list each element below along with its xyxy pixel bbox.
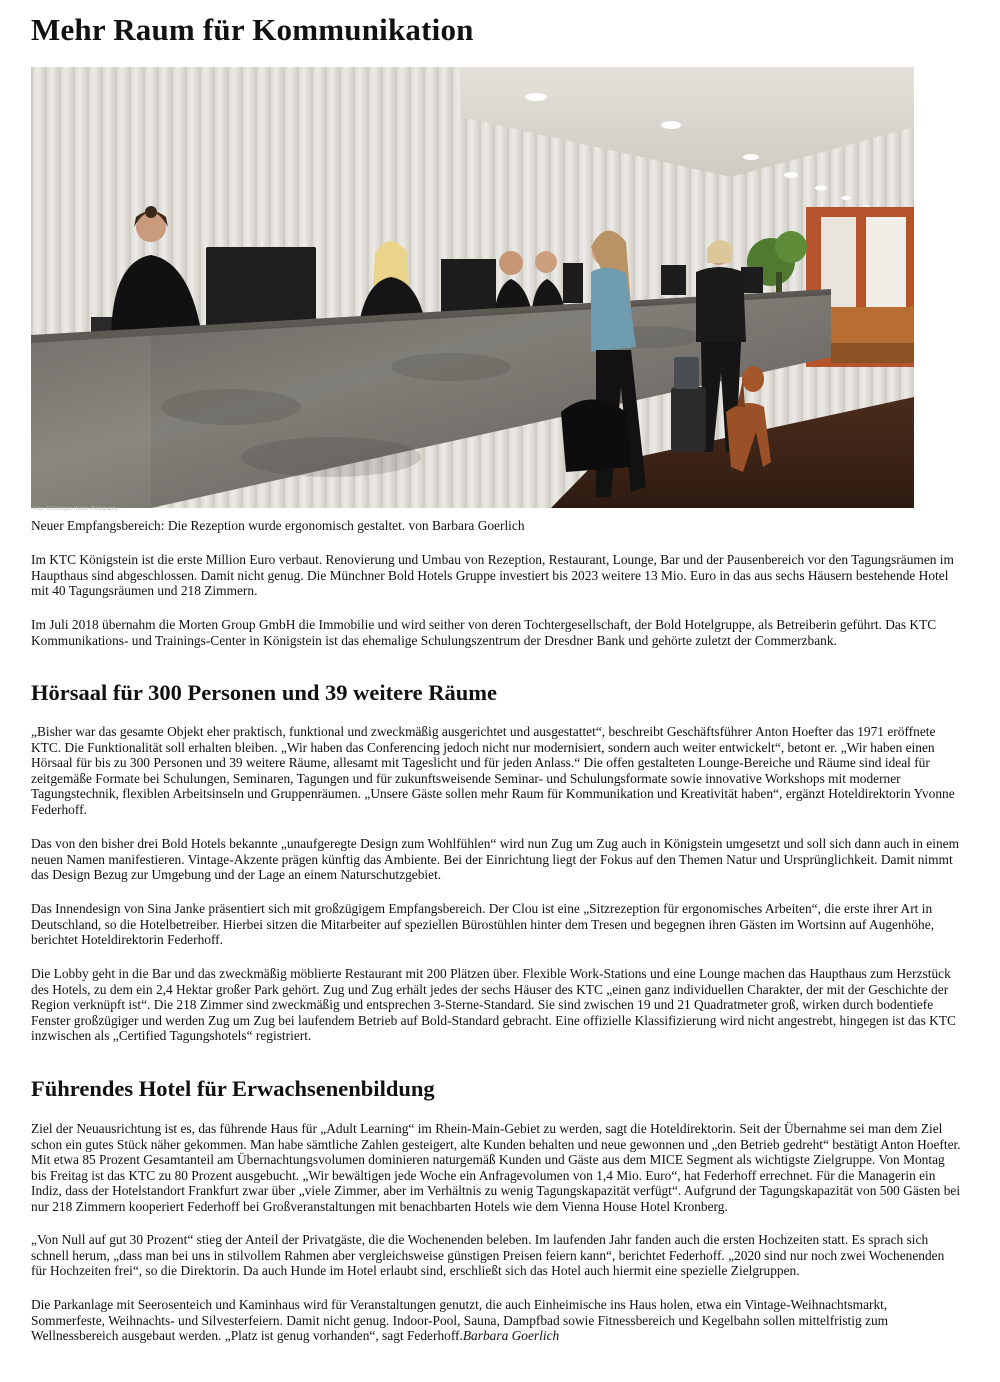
section1-paragraph-3: Das Innendesign von Sina Janke präsentiert sich mit großzügigem Empfangsbereich. Der Clou ist eine „Sitzrezeption für ergonomisches Arbeiten“, die erste ihrer Art in Deutschland, so die Hotelbetreiber. Hierbei sitzen die Mitarbeiter auf speziellen Bürostühlen hinter dem Tresen und begegnen ihren Gästen im Wortsinn auf Augenhöhe, berichtet Hoteldirektorin Federhoff. [31,901,935,948]
article-title: Mehr Raum für Kommunikation [31,12,474,47]
photo-caption: Neuer Empfangsbereich: Die Rezeption wurde ergonomisch gestaltet. von Barbara Goerlich [31,518,525,533]
section-heading-1: Hörsaal für 300 Personen und 39 weitere Räume [31,680,498,705]
section2-paragraph-3-text: Die Parkanlage mit Seerosenteich und Kaminhaus wird für Veranstaltungen genutzt, die auch Einheimische ins Haus holen, etwa ein Vintage-Weihnachtsmarkt, Sommerfeste, Weihnachts- und Silvesterfeiern. Damit nicht genug. Indoor-Pool, Sauna, Dampfbad sowie Fitnessbereich und Kegelbahn sollen mittelfristig zum Wellnessbereich ausgebaut werden. „Platz ist genug vorhanden“, sagt Federhoff. [31,1297,889,1344]
section2-paragraph-3 [31,1297,961,1344]
reception-photo-illustration [31,67,914,508]
section2-paragraph-1: Ziel der Neuausrichtung ist es, das führende Haus für „Adult Learning“ im Rhein-Main-Gebiet zu werden, sagt die Hoteldirektorin. Seit der Übernahme sei man dem Ziel schon ein gutes Stück näher gekommen. Man habe sämtliche Zahlen gesteigert, alte Kunden behalten und neue gewonnen und „den Betrieb gedreht“ bestätigt Anton Hoefter. Mit etwa 85 Prozent Gesamtanteil am Übernachtungsvolumen dominieren naturgemäß Kunden und Gäste aus dem MICE Segment als wichtigste Zielgruppe. Von Montag bis Freitag ist das KTC zu 80 Prozent ausgebucht. „Wir bewältigen jede Woche ein Anfragevolumen von 1,4 Mio. Euro“, hat Federhoff errechnet. Für die Managerin ein Indiz, dass der Hotelstandort Frankfurt zwar über „viele Zimmer, aber im Verhältnis zu wenig Tagungskapazität verfügt“. Aufgrund der Tagungskapazität von 500 Gästen bei nur 218 Zimmern kooperiert Federhoff bei Großveranstaltungen mit benachbarten Hotels wie dem Vienna House Hotel Kronberg. [31,1121,961,1214]
section1-paragraph-4: Die Lobby geht in die Bar und das zweckmäßig möblierte Restaurant mit 200 Plätzen über. Flexible Work-Stations und eine Lounge machen das Haupthaus zum Herzstück des Hotels, zu dem ein 2,4 Hektar großer Park gehört. Zug und Zug erhält jedes der sechs Häuser des KTC „einen ganz individuellen Charakter, der mit der Geschichte der Region verknüpft ist“. Die 218 Zimmer sind zweckmäßig und entsprechen 3-Sterne-Standard. Sie sind zwischen 19 und 21 Quadratmeter groß, wirken durch bodentiefe Fenster großzügiger und werden Zug um Zug bei laufendem Betrieb auf Bold-Standard gebracht. Eine offizielle Klassifizierung wird nicht angestrebt, hingegen ist das KTC inzwischen als „Certified Tagungshotels“ registriert. [31,966,956,1044]
author-signature: Barbara Goerlich [462,1328,560,1344]
photo-credit: Foto: KTC/Jürgen Holzer Photography [33,506,119,512]
section1-paragraph-1: „Bisher war das gesamte Objekt eher praktisch, funktional und zweckmäßig ausgerichtet und ausgestattet“, beschreibt Geschäftsführer Anton Hoefter das 1971 eröffnete KTC. Die Funktionalität soll erhalten bleiben. „Wir haben das Conferencing jedoch nicht nur modernisiert, sondern auch weiter entwickelt“, betont er. „Wir haben einen Hörsaal für bis zu 300 Personen und 39 weitere Räume, allesamt mit Tageslicht und für jeden Anlass.“ Die offen gestalteten Lounge-Bereiche und Räume sind ideal für zeitgemäße Formate bei Schulungen, Seminaren, Tagungen und für zukunftsweisende Seminar- und Schulungsformate sowie innovative Workshops mit moderner Tagungstechnik, flexiblen Arbeitsinseln und Gruppenräumen. „Unsere Gäste sollen mehr Raum für Kommunikation und Kreativität haben“, ergänzt Hoteldirektorin Yvonne Federhoff. [31,724,955,817]
section-heading-2: Führendes Hotel für Erwachsenenbildung [31,1076,435,1101]
section1-paragraph-2: Das von den bisher drei Bold Hotels bekannte „unaufgeregte Design zum Wohlfühlen“ wird nun Zug um Zug auch in Königstein umgesetzt und soll sich dann auch in einem neuen Namen manifestieren. Vintage-Akzente prägen künftig das Ambiente. Bei der Einrichtung liegt der Fokus auf den Themen Natur und Ursprünglichkeit. Damit nimmt das Design Bezug zur Umgebung und der Lage an einem Naturschutzgebiet. [31,836,959,883]
intro-paragraph-1: Im KTC Königstein ist die erste Million Euro verbaut. Renovierung und Umbau von Rezeption, Restaurant, Lounge, Bar und der Pausenbereich vor den Tagungsräumen im Haupthaus sind abgeschlossen. Damit nicht genug. Die Münchner Bold Hotels Gruppe investiert bis 2023 weitere 13 Mio. Euro in das aus sechs Häusern bestehende Hotel mit 40 Tagungsräumen und 218 Zimmern. [31,552,954,599]
section2-paragraph-2: „Von Null auf gut 30 Prozent“ stieg der Anteil der Privatgäste, die die Wochenenden beleben. Im laufenden Jahr fanden auch die ersten Hochzeiten statt. Es sprach sich schnell herum, „dass man bei uns in stilvollem Rahmen aber vergleichsweise günstigen Preisen feiern kann“, berichtet Federhoff. „2020 sind nur noch zwei Wochenenden für Hochzeiten frei“, so die Direktorin. Da auch Hunde im Hotel erlaubt sind, erschließt sich das Hotel auch hiermit eine spezielle Zielgruppen. [31,1232,945,1279]
intro-paragraph-2: Im Juli 2018 übernahm die Morten Group GmbH die Immobilie und wird seither von deren Tochtergesellschaft, der Bold Hotelgruppe, als Betreiberin geführt. Das KTC Kommunikations- und Trainings-Center in Königstein ist das ehemalige Schulungszentrum der Dresdner Bank und gehörte zuletzt der Commerzbank. [31,617,937,648]
reception-photo [31,67,914,508]
